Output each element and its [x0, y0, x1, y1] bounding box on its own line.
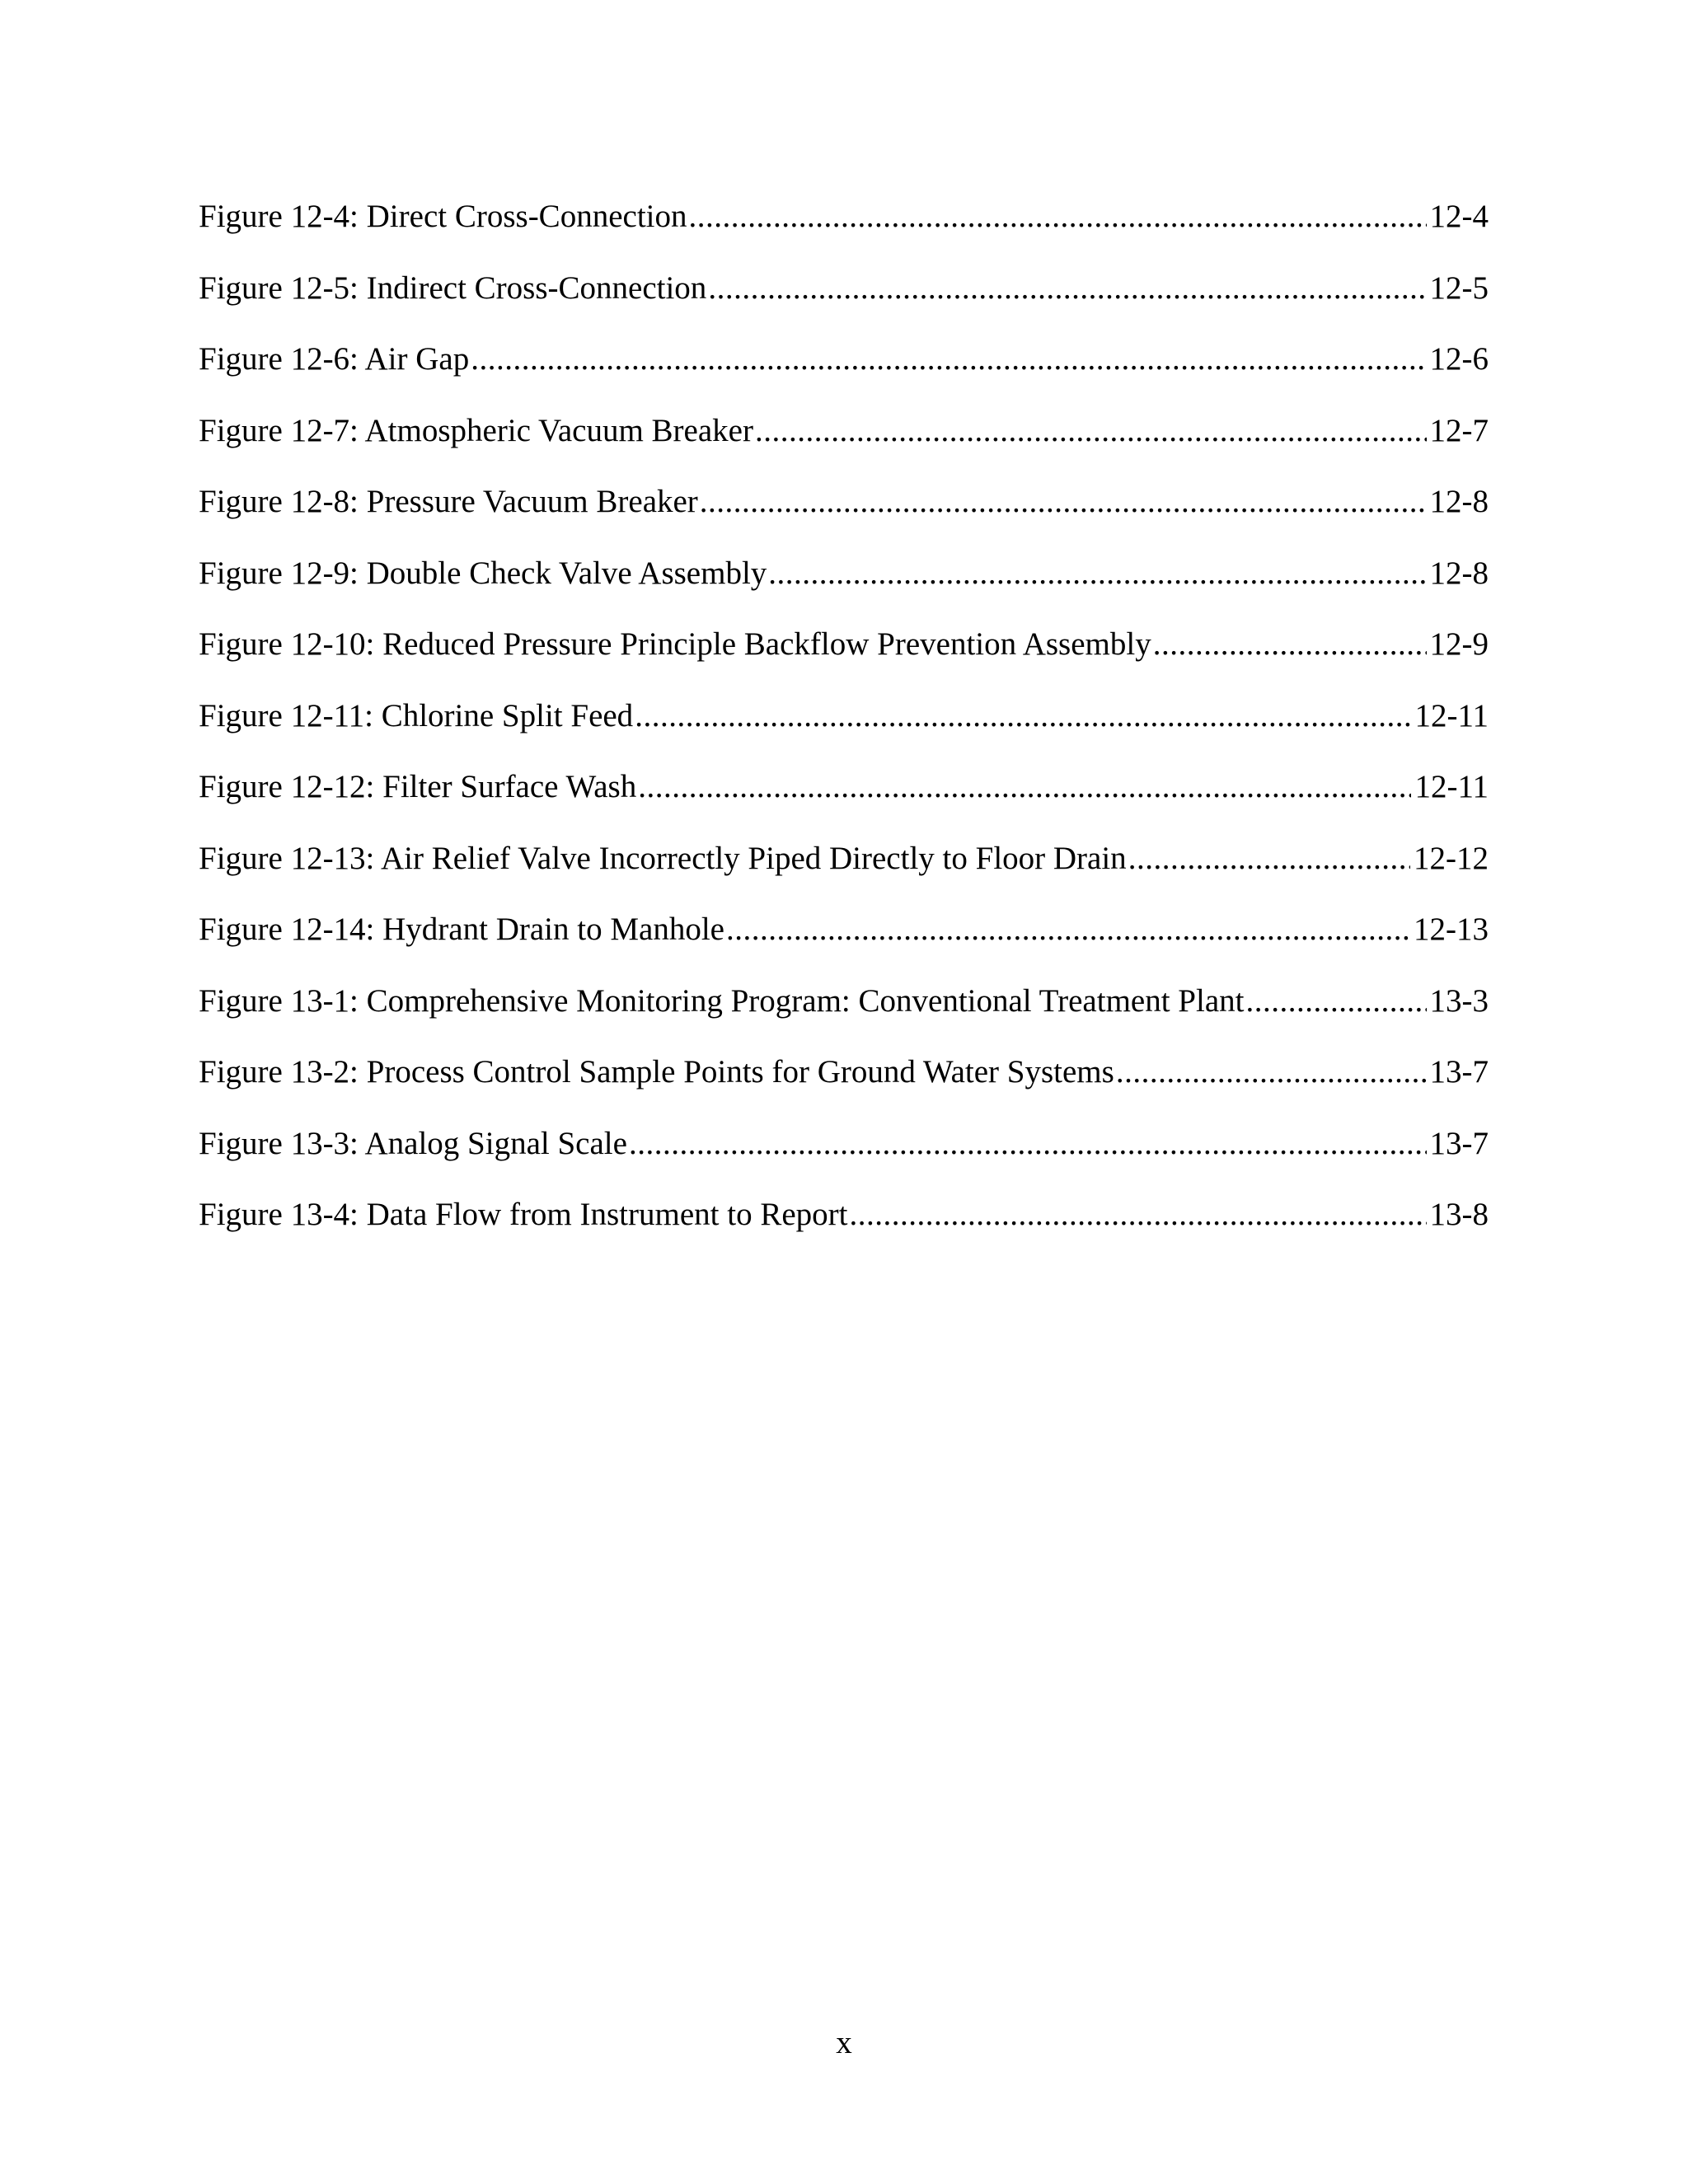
toc-entry[interactable] — [199, 694, 1489, 766]
toc-entry-page: 12-8 — [1429, 555, 1489, 591]
toc-entry-title: Figure 12-9: Double Check Valve Assembly — [199, 555, 767, 591]
toc-entry-title: Figure 13-3: Analog Signal Scale — [199, 1125, 627, 1161]
toc-dot-leader — [1116, 1050, 1427, 1094]
toc-dot-leader — [1245, 979, 1426, 1024]
toc-dot-leader — [755, 409, 1427, 453]
toc-entry-page: 13-8 — [1429, 1197, 1489, 1232]
toc-entry[interactable] — [199, 765, 1489, 837]
toc-entry[interactable] — [199, 551, 1489, 623]
toc-entry[interactable] — [199, 194, 1489, 266]
toc-entry[interactable] — [199, 337, 1489, 409]
toc-entry[interactable] — [199, 409, 1489, 480]
toc-dot-leader — [849, 1193, 1426, 1237]
toc-entry-title: Figure 12-10: Reduced Pressure Principle Backflow Prevention Assembly — [199, 626, 1151, 662]
toc-entry-title: Figure 12-5: Indirect Cross-Connection — [199, 269, 707, 306]
toc-dot-leader — [688, 194, 1426, 239]
toc-entry[interactable] — [199, 1050, 1489, 1122]
toc-entry[interactable] — [199, 1122, 1489, 1193]
toc-entry-title: Figure 12-7: Atmospheric Vacuum Breaker — [199, 412, 753, 448]
toc-entry-page: 12-9 — [1429, 626, 1489, 662]
toc-dot-leader — [1153, 622, 1427, 667]
toc-dot-leader — [726, 907, 1410, 952]
toc-entry-page: 12-5 — [1429, 269, 1489, 306]
toc-entry-page: 12-8 — [1429, 484, 1489, 519]
toc-entry-page: 13-7 — [1429, 1054, 1489, 1090]
toc-entry-page: 13-3 — [1429, 982, 1489, 1019]
toc-entry-title: Figure 12-11: Chlorine Split Feed — [199, 697, 634, 733]
toc-entry[interactable] — [199, 1193, 1489, 1264]
toc-entry-page: 12-11 — [1414, 697, 1489, 733]
toc-entry-title: Figure 13-4: Data Flow from Instrument to Report — [199, 1197, 848, 1232]
toc-entry[interactable] — [199, 266, 1489, 338]
toc-dot-leader — [768, 551, 1426, 596]
toc-entry-title: Figure 12-12: Filter Surface Wash — [199, 769, 637, 804]
toc-entry[interactable] — [199, 622, 1489, 694]
toc-dot-leader — [635, 694, 1411, 738]
toc-dot-leader — [1128, 837, 1410, 881]
toc-entry-title: Figure 13-2: Process Control Sample Points for Ground Water Systems — [199, 1054, 1114, 1090]
toc-entry-title: Figure 12-13: Air Relief Valve Incorrectly Piped Directly to Floor Drain — [199, 840, 1127, 876]
toc-entry-title: Figure 12-14: Hydrant Drain to Manhole — [199, 912, 724, 947]
toc-entry-title: Figure 12-6: Air Gap — [199, 341, 470, 377]
toc-entry-title: Figure 12-8: Pressure Vacuum Breaker — [199, 484, 698, 519]
toc-entry[interactable] — [199, 480, 1489, 551]
toc-dot-leader — [629, 1122, 1427, 1166]
toc-entry[interactable] — [199, 837, 1489, 908]
toc-entry[interactable] — [199, 907, 1489, 979]
toc-entry-title: Figure 12-4: Direct Cross-Connection — [199, 199, 687, 234]
toc-entry-page: 12-6 — [1429, 341, 1489, 377]
toc-entry-page: 12-12 — [1414, 840, 1489, 876]
toc-dot-leader — [471, 337, 1426, 382]
toc-entry-page: 13-7 — [1429, 1125, 1489, 1161]
toc-entry-page: 12-13 — [1414, 912, 1489, 947]
page-number: x — [836, 2025, 852, 2060]
toc-entry[interactable] — [199, 979, 1489, 1051]
toc-entry-page: 12-4 — [1429, 199, 1489, 234]
toc-dot-leader — [708, 266, 1426, 311]
toc-entry-title: Figure 13-1: Comprehensive Monitoring Program: Conventional Treatment Plant — [199, 982, 1245, 1019]
toc-dot-leader — [638, 765, 1411, 809]
toc-entry-page: 12-11 — [1414, 769, 1489, 804]
toc-dot-leader — [700, 480, 1427, 524]
list-of-figures — [199, 194, 1489, 1264]
toc-entry-page: 12-7 — [1429, 412, 1489, 448]
